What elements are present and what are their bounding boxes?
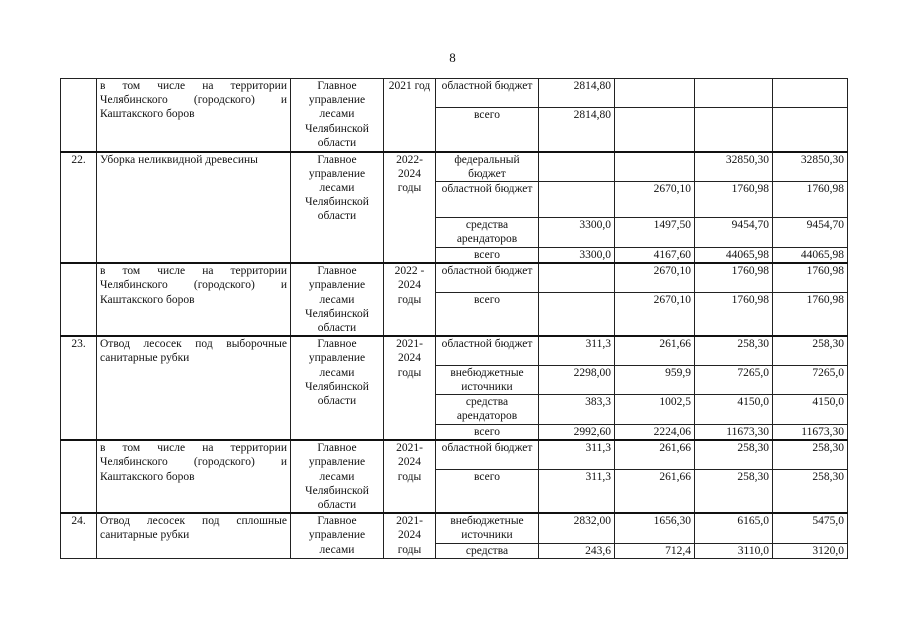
value-2024-cell: 7265,0 xyxy=(773,365,848,394)
measure-title-cell: в том числе на территории Челябинского (городского) и Каштакского боров xyxy=(97,79,291,152)
value-2022-cell: 2670,10 xyxy=(615,263,695,292)
table-row xyxy=(61,263,848,292)
executor-cell: Главное управление лесами xyxy=(291,513,384,558)
value-2023-cell: 3110,0 xyxy=(695,543,773,558)
funding-source-cell: всего xyxy=(436,425,539,441)
row-number-cell xyxy=(61,440,97,513)
program-measures-table xyxy=(60,78,848,559)
funding-source-cell: областной бюджет xyxy=(436,181,539,217)
value-2023-cell xyxy=(695,108,773,152)
funding-source-cell: областной бюджет xyxy=(436,336,539,365)
value-2023-cell: 44065,98 xyxy=(695,247,773,263)
value-2021-cell: 2814,80 xyxy=(539,79,615,108)
value-2024-cell: 1760,98 xyxy=(773,292,848,336)
period-cell: 2022-2024 годы xyxy=(384,152,436,264)
value-2024-cell: 4150,0 xyxy=(773,395,848,425)
funding-source-cell: областной бюджет xyxy=(436,440,539,469)
executor-cell: Главное управление лесами Челябинской области xyxy=(291,440,384,513)
value-2022-cell: 2670,10 xyxy=(615,181,695,217)
value-2023-cell: 32850,30 xyxy=(695,152,773,182)
table-row xyxy=(61,336,848,365)
value-2021-cell: 3300,0 xyxy=(539,247,615,263)
value-2022-cell: 959,9 xyxy=(615,365,695,394)
period-cell: 2021 год xyxy=(384,79,436,152)
value-2021-cell: 311,3 xyxy=(539,440,615,469)
value-2024-cell: 44065,98 xyxy=(773,247,848,263)
value-2023-cell: 258,30 xyxy=(695,469,773,513)
value-2023-cell xyxy=(695,79,773,108)
value-2024-cell: 258,30 xyxy=(773,469,848,513)
measure-title-cell: в том числе на территории Челябинского (городского) и Каштакского боров xyxy=(97,440,291,513)
value-2022-cell: 261,66 xyxy=(615,336,695,365)
executor-cell: Главное управление лесами Челябинской области xyxy=(291,263,384,336)
row-number-cell: 22. xyxy=(61,152,97,264)
table-row xyxy=(61,440,848,469)
value-2021-cell: 311,3 xyxy=(539,336,615,365)
value-2022-cell xyxy=(615,152,695,182)
value-2021-cell: 383,3 xyxy=(539,395,615,425)
value-2022-cell: 2224,06 xyxy=(615,425,695,441)
executor-cell: Главное управление лесами Челябинской области xyxy=(291,79,384,152)
value-2024-cell: 1760,98 xyxy=(773,181,848,217)
value-2022-cell: 1002,5 xyxy=(615,395,695,425)
value-2022-cell xyxy=(615,108,695,152)
value-2023-cell: 7265,0 xyxy=(695,365,773,394)
funding-source-cell: областной бюджет xyxy=(436,263,539,292)
value-2024-cell: 258,30 xyxy=(773,336,848,365)
period-cell: 2021-2024 годы xyxy=(384,336,436,440)
table-row xyxy=(61,79,848,108)
value-2021-cell: 2832,00 xyxy=(539,513,615,543)
page-number: 8 xyxy=(449,50,456,65)
value-2023-cell: 1760,98 xyxy=(695,181,773,217)
funding-source-cell: внебюджетные источники xyxy=(436,513,539,543)
executor-cell: Главное управление лесами Челябинской области xyxy=(291,152,384,264)
value-2021-cell: 2298,00 xyxy=(539,365,615,394)
funding-source-cell: всего xyxy=(436,469,539,513)
value-2022-cell: 1497,50 xyxy=(615,217,695,247)
executor-cell: Главное управление лесами Челябинской области xyxy=(291,336,384,440)
value-2023-cell: 9454,70 xyxy=(695,217,773,247)
measure-title-cell: Отвод лесосек под сплошные санитарные рубки xyxy=(97,513,291,558)
funding-source-cell: средства арендаторов xyxy=(436,395,539,425)
measure-title-cell: Отвод лесосек под выборочные санитарные рубки xyxy=(97,336,291,440)
value-2021-cell xyxy=(539,263,615,292)
value-2023-cell: 1760,98 xyxy=(695,263,773,292)
value-2021-cell: 3300,0 xyxy=(539,217,615,247)
value-2021-cell: 243,6 xyxy=(539,543,615,558)
value-2024-cell: 9454,70 xyxy=(773,217,848,247)
value-2024-cell: 32850,30 xyxy=(773,152,848,182)
value-2023-cell: 258,30 xyxy=(695,440,773,469)
value-2023-cell: 6165,0 xyxy=(695,513,773,543)
value-2024-cell: 5475,0 xyxy=(773,513,848,543)
funding-source-cell: всего xyxy=(436,108,539,152)
period-cell: 2021-2024 годы xyxy=(384,440,436,513)
funding-source-cell: областной бюджет xyxy=(436,79,539,108)
value-2022-cell: 261,66 xyxy=(615,440,695,469)
value-2021-cell: 311,3 xyxy=(539,469,615,513)
value-2023-cell: 258,30 xyxy=(695,336,773,365)
value-2023-cell: 1760,98 xyxy=(695,292,773,336)
value-2024-cell xyxy=(773,79,848,108)
measure-title-cell: в том числе на территории Челябинского (городского) и Каштакского боров xyxy=(97,263,291,336)
funding-source-cell: всего xyxy=(436,247,539,263)
value-2023-cell: 11673,30 xyxy=(695,425,773,441)
table-row xyxy=(61,152,848,182)
value-2024-cell: 1760,98 xyxy=(773,263,848,292)
value-2023-cell: 4150,0 xyxy=(695,395,773,425)
funding-source-cell: внебюджетные источники xyxy=(436,365,539,394)
value-2021-cell: 2992,60 xyxy=(539,425,615,441)
value-2022-cell: 4167,60 xyxy=(615,247,695,263)
period-cell: 2022 - 2024 годы xyxy=(384,263,436,336)
row-number-cell xyxy=(61,79,97,152)
row-number-cell: 24. xyxy=(61,513,97,558)
funding-source-cell: средства xyxy=(436,543,539,558)
value-2024-cell: 11673,30 xyxy=(773,425,848,441)
value-2022-cell: 2670,10 xyxy=(615,292,695,336)
value-2024-cell: 3120,0 xyxy=(773,543,848,558)
value-2021-cell: 2814,80 xyxy=(539,108,615,152)
value-2024-cell xyxy=(773,108,848,152)
value-2021-cell xyxy=(539,292,615,336)
funding-source-cell: средства арендаторов xyxy=(436,217,539,247)
value-2021-cell xyxy=(539,152,615,182)
period-cell: 2021-2024 годы xyxy=(384,513,436,558)
value-2021-cell xyxy=(539,181,615,217)
funding-source-cell: федеральный бюджет xyxy=(436,152,539,182)
value-2022-cell: 261,66 xyxy=(615,469,695,513)
measure-title-cell: Уборка неликвидной древесины xyxy=(97,152,291,264)
row-number-cell: 23. xyxy=(61,336,97,440)
value-2022-cell xyxy=(615,79,695,108)
value-2024-cell: 258,30 xyxy=(773,440,848,469)
value-2022-cell: 712,4 xyxy=(615,543,695,558)
table-row xyxy=(61,513,848,543)
value-2022-cell: 1656,30 xyxy=(615,513,695,543)
row-number-cell xyxy=(61,263,97,336)
funding-source-cell: всего xyxy=(436,292,539,336)
